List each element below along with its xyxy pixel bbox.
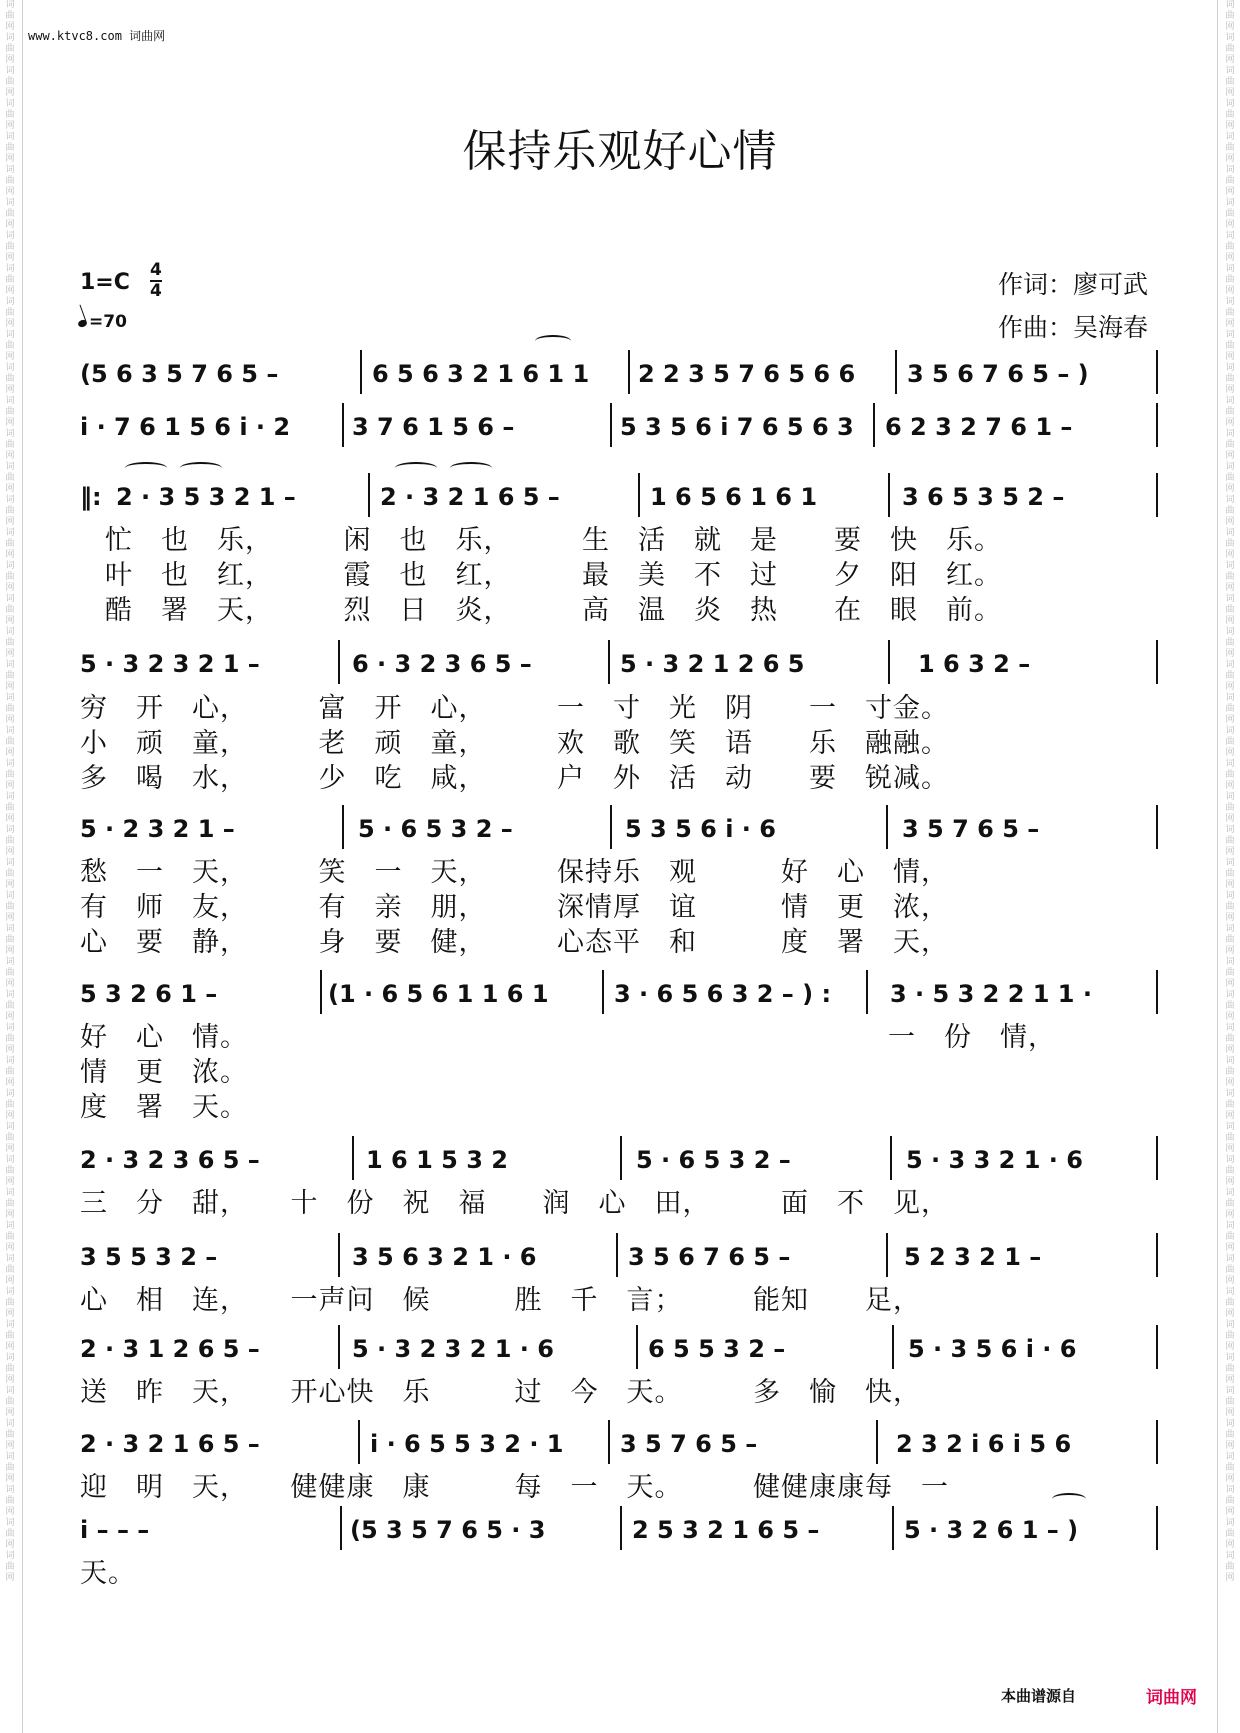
lyric-line: 心 相 连， 一声问 候 胜 千 言； 能知 足， xyxy=(80,1285,921,1316)
measure: 5 · 3 2 3 2 1 – xyxy=(80,650,260,678)
measure: 3 · 6 5 6 3 2 – ) : xyxy=(614,980,832,1008)
measure: 5 3 5 6 i 7 6 5 6 3 xyxy=(620,413,854,441)
slur-arc xyxy=(450,462,492,474)
measure: 5 · 3 2 1 2 6 5 xyxy=(620,650,805,678)
page-edge-right xyxy=(1217,0,1218,1733)
lyricist-credit: 作词：廖可武 xyxy=(998,270,1149,299)
measure: 6 · 3 2 3 6 5 – xyxy=(352,650,532,678)
footer-site-link[interactable]: 词曲网 xyxy=(1146,1688,1197,1708)
measure: 3 6 5 3 5 2 – xyxy=(902,483,1065,511)
measure: 2 · 3 5 3 2 1 – xyxy=(116,483,296,511)
lyric-line: 叶 也 红， 霞 也 红， 最 美 不 过 夕 阳 红。 xyxy=(105,560,1002,591)
side-watermark-left: 词曲网词曲网词曲网词曲网词曲网词曲网词曲网词曲网词曲网词曲网词曲网词曲网词曲网词曲网词曲网词曲网词曲网词曲网词曲网词曲网词曲网词曲网词曲网词曲网词曲网词曲网词曲网词曲网词曲网词曲网词曲网词曲网词曲网词曲网词曲网词曲网词曲网词曲网词曲网词曲网词曲网词曲网词曲网词曲网词曲网词曲网词曲网词曲网 xyxy=(5,0,15,1583)
meter-top: 4 xyxy=(150,260,162,280)
measure: 6 2 3 2 7 6 1 – xyxy=(885,413,1073,441)
slur-arc xyxy=(395,462,437,474)
measure: 3 5 6 7 6 5 – ) xyxy=(907,360,1089,388)
slur-arc xyxy=(180,462,222,474)
lyric-line: 好 心 情。 xyxy=(80,1022,248,1053)
measure: 5 · 3 3 2 1 · 6 xyxy=(906,1146,1083,1174)
measure: 1 6 1 5 3 2 xyxy=(366,1146,508,1174)
lyric-line: 有 师 友， 有 亲 朋， 深情厚 谊 情 更 浓， xyxy=(80,892,949,923)
measure: i · 7 6 1 5 6 i · 2 xyxy=(80,413,291,441)
lyric-line: 穷 开 心， 富 开 心， 一 寸 光 阴 一 寸金。 xyxy=(80,693,949,724)
measure: 5 · 3 2 6 1 – ) xyxy=(904,1516,1079,1544)
measure: 5 · 6 5 3 2 – xyxy=(358,815,513,843)
lyric-line: 小 顽 童， 老 顽 童， 欢 歌 笑 语 乐 融融。 xyxy=(80,728,949,759)
lyric-line: 度 署 天。 xyxy=(80,1092,248,1123)
side-watermark-right: 词曲网词曲网词曲网词曲网词曲网词曲网词曲网词曲网词曲网词曲网词曲网词曲网词曲网词曲网词曲网词曲网词曲网词曲网词曲网词曲网词曲网词曲网词曲网词曲网词曲网词曲网词曲网词曲网词曲网词曲网词曲网词曲网词曲网词曲网词曲网词曲网词曲网词曲网词曲网词曲网词曲网词曲网词曲网词曲网词曲网词曲网词曲网词曲网 xyxy=(1225,0,1235,1583)
measure: 2 5 3 2 1 6 5 – xyxy=(632,1516,820,1544)
measure: 3 5 6 3 2 1 · 6 xyxy=(352,1243,537,1271)
measure: 2 · 3 1 2 6 5 – xyxy=(80,1335,260,1363)
measure: 2 · 3 2 3 6 5 – xyxy=(80,1146,260,1174)
measure: 5 · 6 5 3 2 – xyxy=(636,1146,791,1174)
tempo-value: =70 xyxy=(89,312,127,332)
repeat-start: ‖: xyxy=(80,483,102,511)
quarter-note-icon xyxy=(77,319,88,329)
lyric-line: 酷 署 天， 烈 日 炎， 高 温 炎 热 在 眼 前。 xyxy=(105,595,1002,626)
lyric-line: 愁 一 天， 笑 一 天， 保持乐 观 好 心 情， xyxy=(80,857,949,888)
measure: 3 5 7 6 5 – xyxy=(902,815,1040,843)
lyric-line: 迎 明 天， 健健康 康 每 一 天。 健健康康每 一 xyxy=(80,1472,949,1503)
measure: (5 3 5 7 6 5 · 3 xyxy=(350,1516,546,1544)
measure: 5 3 5 6 i · 6 xyxy=(625,815,776,843)
meter-bottom: 4 xyxy=(150,281,162,301)
lyric-line: 一 份 情， xyxy=(888,1022,1056,1053)
lyric-line: 三 分 甜， 十 份 祝 福 润 心 田， 面 不 见， xyxy=(80,1188,949,1219)
measure: (5 6 3 5 7 6 5 – xyxy=(80,360,279,388)
measure: 3 5 7 6 5 – xyxy=(620,1430,758,1458)
measure: 3 5 5 3 2 – xyxy=(80,1243,218,1271)
measure: 3 5 6 7 6 5 – xyxy=(628,1243,791,1271)
key-signature: 1=C xyxy=(80,270,130,295)
slur-arc xyxy=(125,462,167,474)
site-url: www.ktvc8.com 词曲网 xyxy=(28,29,166,43)
fermata-icon xyxy=(1052,1493,1086,1505)
song-title: 保持乐观好心情 xyxy=(462,126,778,177)
measure: 5 · 3 5 6 i · 6 xyxy=(908,1335,1077,1363)
measure: 2 3 2 i 6 i 5 6 xyxy=(896,1430,1072,1458)
page-edge-left xyxy=(22,0,23,1733)
measure: 5 2 3 2 1 – xyxy=(904,1243,1042,1271)
measure: i · 6 5 5 3 2 · 1 xyxy=(370,1430,564,1458)
measure: 3 · 5 3 2 2 1 1 · xyxy=(890,980,1092,1008)
slur-arc xyxy=(535,335,571,347)
measure: 5 · 3 2 3 2 1 · 6 xyxy=(352,1335,554,1363)
lyric-line: 送 昨 天， 开心快 乐 过 今 天。 多 愉 快， xyxy=(80,1377,921,1408)
measure: (1 · 6 5 6 1 1 6 1 xyxy=(328,980,549,1008)
lyric-line: 情 更 浓。 xyxy=(80,1057,248,1088)
measure: 2 · 3 2 1 6 5 – xyxy=(80,1430,260,1458)
measure: 2 · 3 2 1 6 5 – xyxy=(380,483,560,511)
measure: 5 · 2 3 2 1 – xyxy=(80,815,235,843)
footer-source: 本曲谱源自 xyxy=(1001,1687,1077,1705)
tempo-mark xyxy=(78,312,127,332)
measure: 6 5 5 3 2 – xyxy=(648,1335,786,1363)
measure: 1 6 3 2 – xyxy=(918,650,1031,678)
lyric-line: 天。 xyxy=(80,1558,136,1589)
measure: 3 7 6 1 5 6 – xyxy=(352,413,515,441)
measure: 2 2 3 5 7 6 5 6 6 xyxy=(638,360,856,388)
lyric-line: 心 要 静， 身 要 健， 心态平 和 度 署 天， xyxy=(80,927,949,958)
lyric-line: 多 喝 水， 少 吃 咸， 户 外 活 动 要 锐减。 xyxy=(80,763,949,794)
time-signature xyxy=(150,262,162,300)
measure: 1 6 5 6 1 6 1 xyxy=(650,483,818,511)
measure: 5 3 2 6 1 – xyxy=(80,980,218,1008)
lyric-line: 忙 也 乐， 闲 也 乐， 生 活 就 是 要 快 乐。 xyxy=(105,525,1002,556)
measure: 6 5 6 3 2 1 6 1 1 xyxy=(372,360,590,388)
composer-credit: 作曲：吴海春 xyxy=(998,313,1149,342)
measure: i – – – xyxy=(80,1516,150,1544)
